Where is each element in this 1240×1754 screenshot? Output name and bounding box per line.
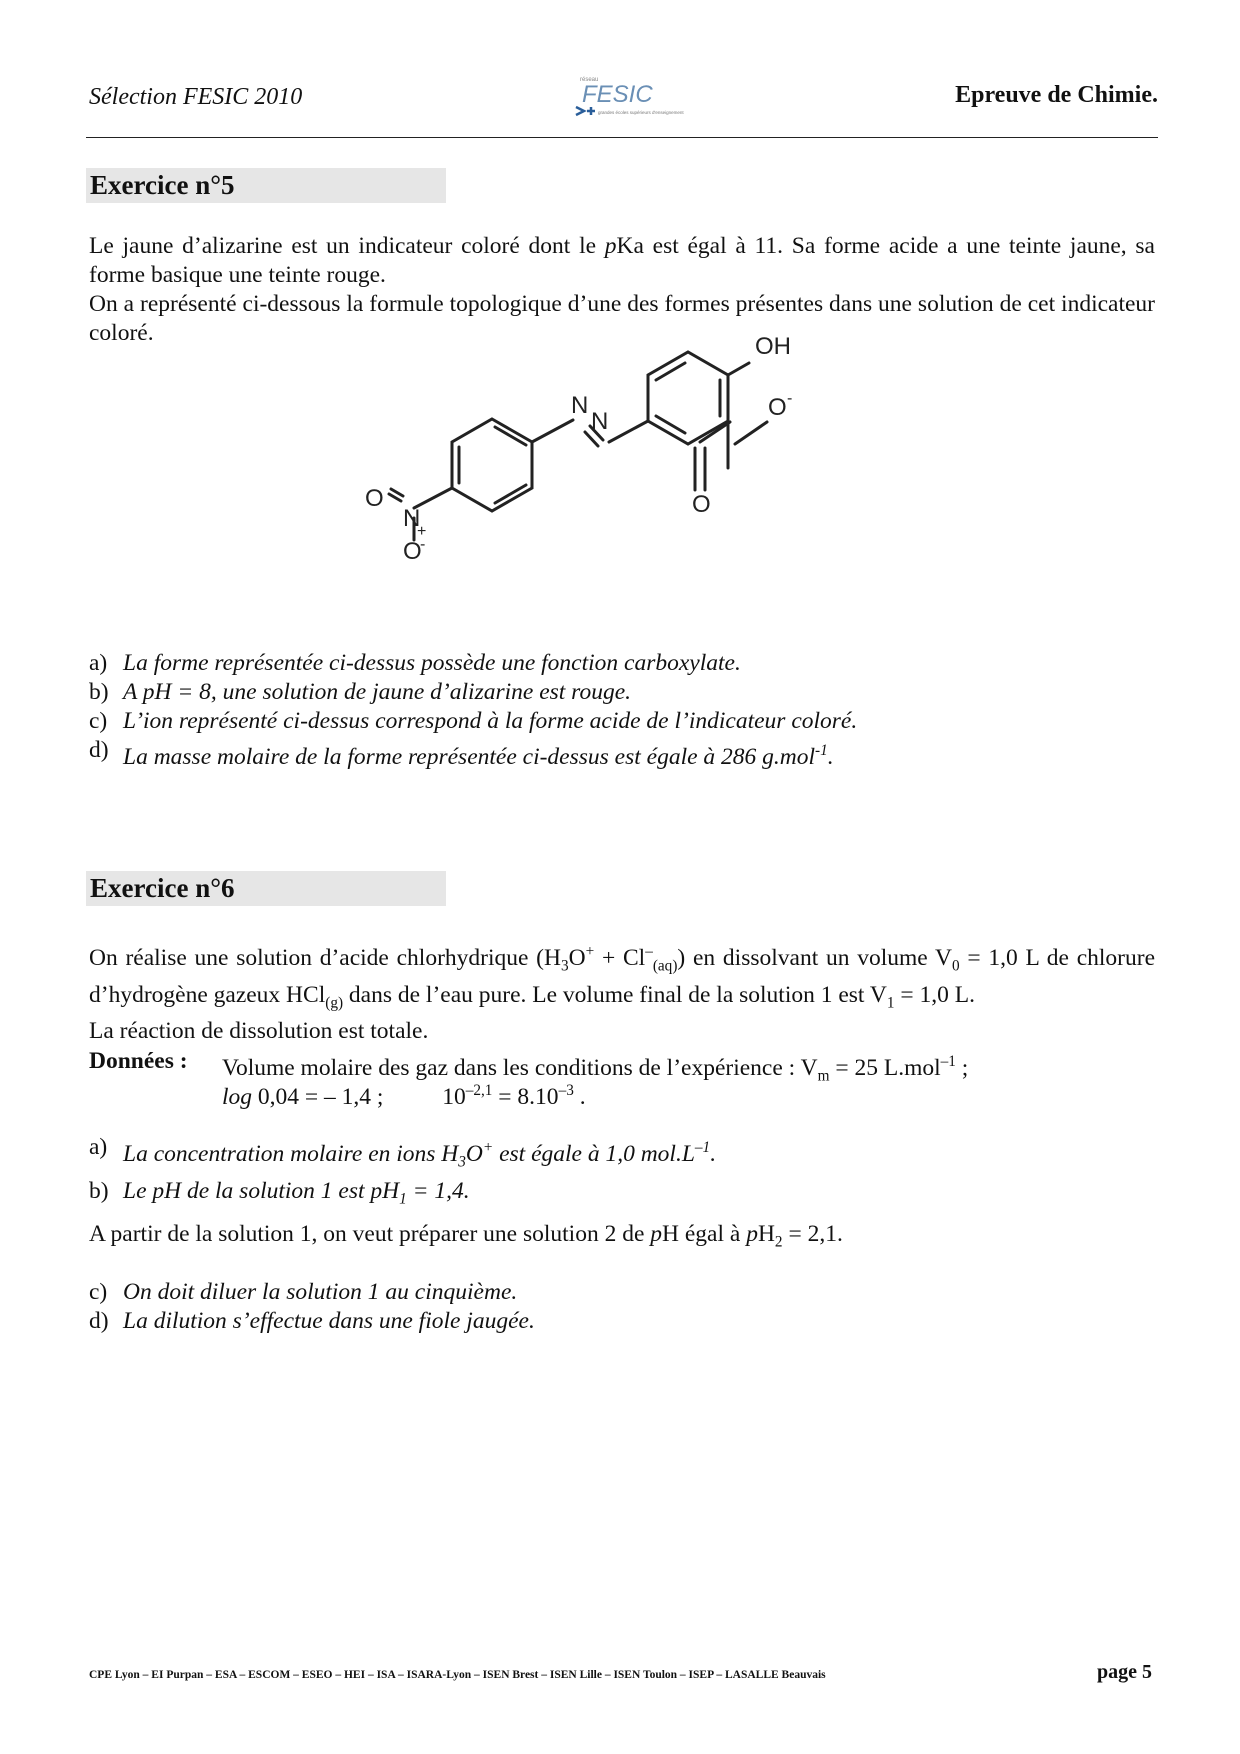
exercise-6-mid-text: A partir de la solution 1, on veut préparer une solution 2 de pH égal à $pH_2 = 2,1$.: [89, 1221, 843, 1251]
donnees-line-1: Volume molaire des gaz dans les conditions de l’expérience : $V_m = 25$ L.mol$^{-1}$ ;: [222, 1053, 969, 1085]
label-o-carbonyl: O: [692, 491, 711, 518]
label-o-carboxylate: O: [768, 394, 787, 421]
exercise-5-intro: Le jaune d’alizarine est un indicateur coloré dont le pKa est égal à 11. Sa forme acide a une teinte jaune, sa forme basique une teinte rouge. On a représenté ci-dessous la formule topologique d’une des formes présentes dans une solution de cet indicateur coloré.: [89, 233, 1155, 346]
list-item: a) La forme représentée ci-dessus possède une fonction carboxylate.: [89, 650, 741, 676]
fesic-logo: [572, 72, 684, 122]
label-o-minus: -: [787, 390, 793, 407]
exercise-5-title: Exercice n°5: [86, 168, 446, 203]
logo-tagline: grandes écoles supérieurs d'enseignement: [598, 110, 684, 115]
logo-small-text: réseau: [580, 77, 599, 83]
page-number: page 5: [1097, 1661, 1152, 1683]
header-right-title: Epreuve de Chimie.: [955, 82, 1158, 108]
logo-main-text: FESIC: [582, 81, 653, 108]
label-n-plus: +: [417, 523, 427, 540]
exercise-6-intro: On réalise une solution d’acide chlorhydrique $(H_3O^+ + Cl^-_{(aq)})$ en dissolvant un volume $V_0 = 1,0$ L de chlorure d’hydrogène gazeux HCl$_{(g)}$ dans de l’eau pure. Le volume final de la solution 1 est $V_1 = 1,0$ L. La réaction de dissolution est totale.: [89, 943, 1155, 1045]
label-o2-minus: -: [420, 536, 426, 553]
label-n-nitro: N: [403, 505, 421, 532]
label-n2: N: [591, 408, 609, 435]
donnees-line-2: log 0,04 = – 1,4 ; $10^{-2,1} = 8.10^{-3}$ .: [222, 1082, 586, 1110]
list-item: c) L’ion représenté ci-dessus correspond à la forme acide de l’indicateur coloré.: [89, 708, 858, 734]
list-item: d) La dilution s’effectue dans une fiole jaugée.: [89, 1308, 535, 1334]
list-item: c) On doit diluer la solution 1 au cinquième.: [89, 1279, 518, 1305]
list-item: d) La masse molaire de la forme représentée ci-dessus est égale à 286 g.mol$^{-1}$.: [89, 737, 834, 770]
header-divider: [86, 137, 1158, 138]
exercise-6-title: Exercice n°6: [86, 871, 446, 906]
exercise-5-items: [89, 649, 1149, 772]
exercise-6-items-ab: [89, 1133, 1149, 1213]
label-oh: OH: [755, 333, 791, 360]
list-item: b) A pH = 8, une solution de jaune d’alizarine est rouge.: [89, 679, 632, 705]
footer-schools: CPE Lyon – EI Purpan – ESA – ESCOM – ESEO – HEI – ISA – ISARA-Lyon – ISEN Brest – ISEN Lille – ISEN Toulon – ISEP – LASALLE Beauvais: [89, 1669, 826, 1681]
molecule-labels: [365, 333, 855, 595]
list-item: a) La concentration molaire en ions $H_3O^+$ est égale à 1,0 $mol.L^{-1}$.: [89, 1134, 717, 1171]
list-item: b) Le pH de la solution 1 est $pH_1 = 1,4$.: [89, 1177, 470, 1208]
label-o-nitro: O: [365, 485, 384, 512]
exercise-6-items-cd: [89, 1278, 1149, 1336]
donnees-label: Données :: [89, 1048, 188, 1074]
header-left-title: Sélection FESIC 2010: [89, 84, 303, 110]
label-n1: N: [571, 392, 589, 419]
label-o-nitro-2: O: [403, 538, 422, 565]
